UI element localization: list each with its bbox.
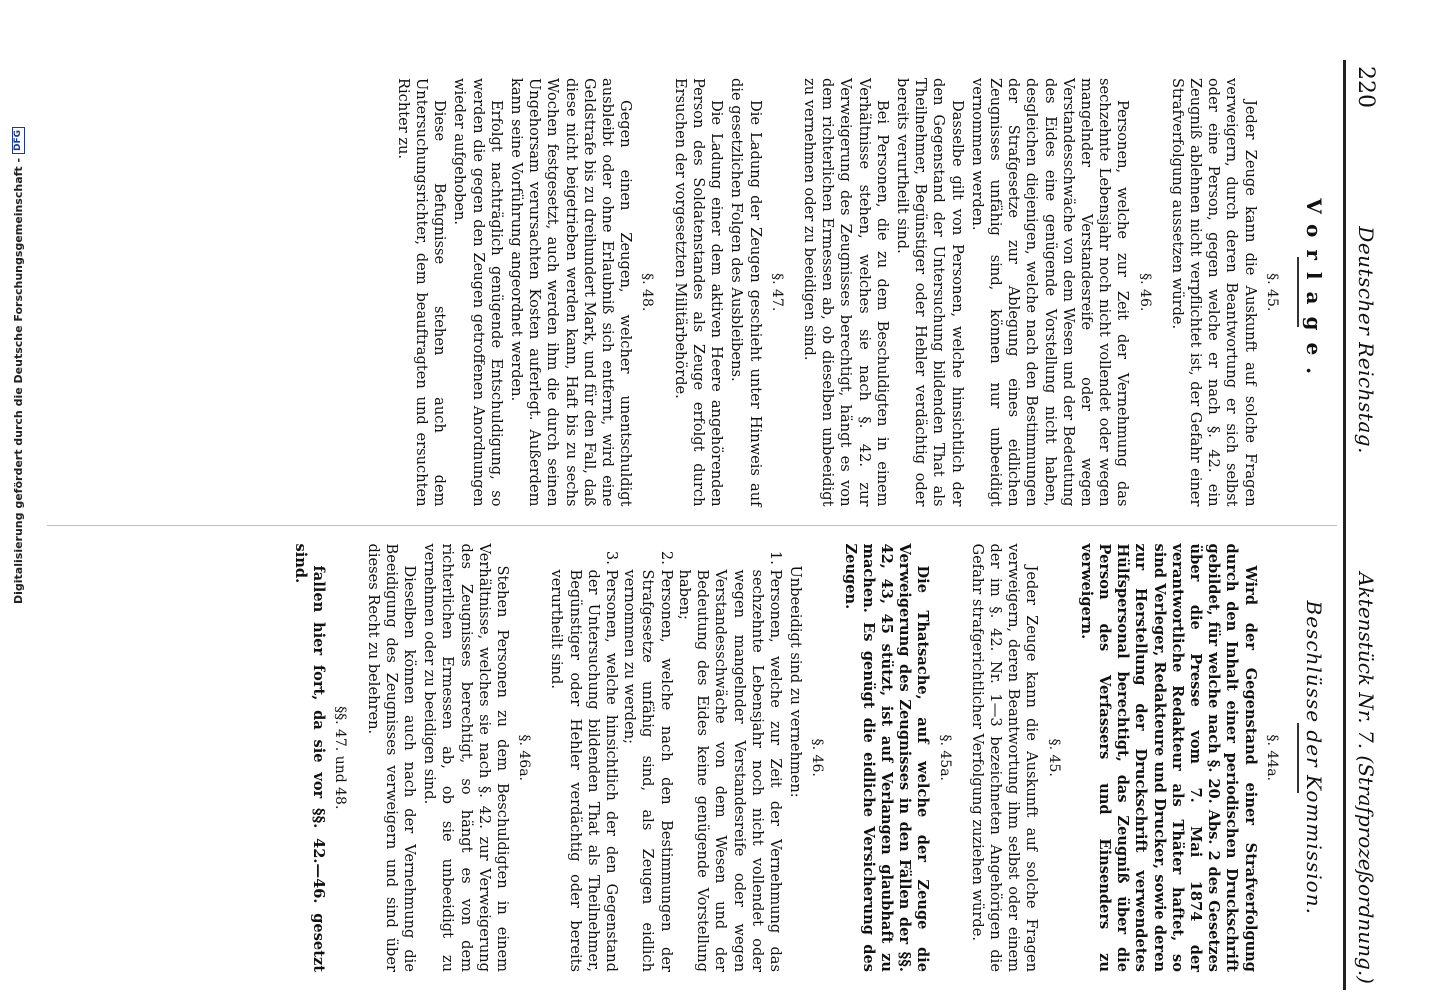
heading-rule — [1297, 257, 1299, 327]
section-title: §. 46. — [1136, 273, 1153, 312]
section-paragraph: Die Thatsache, auf welche der Zeuge die Verweigerung des Zeugnisses in den Fällen der §§. 42, 43, 45 stützt, ist auf Verlangen glaubhaft zu machen. Es genügt die eidliche Versicherung des Zeugen. — [841, 543, 932, 972]
heading-rule — [1297, 723, 1299, 793]
section-title: §§. 47. und 48. — [332, 706, 349, 810]
section-paragraph: Die Ladung einer dem aktiven Heere angehörenden Person des Soldatenstandes als Zeuge erfolgt durch Ersuchen der vorgesetzten Militärbehörde. — [671, 78, 726, 507]
section-title: §. 45a. — [936, 734, 953, 781]
digitization-footer — [12, 127, 25, 604]
document-page — [38, 60, 1378, 990]
section-title: §. 48. — [639, 273, 656, 312]
header-rule — [1343, 60, 1346, 990]
left-column — [47, 60, 1337, 525]
section-paragraph: Jeder Zeuge kann die Auskunft auf solche Fragen verweigern, durch deren Beantwortung er sich selbst oder eine Person, gegen welche er nach §. 42. ein Zeugniß ablehnen nicht verpflichtet ist, der Gefahr einer Strafverfolgung aussetzen würde. — [1168, 78, 1259, 507]
list-item: 3. Personen, welche hinsichtlich der den Gegenstand der Untersuchung bildenden That als Theilnehmer, Begünstiger oder Hehler verdächtig oder bereits verurtheilt sind. — [547, 570, 620, 973]
section-title: §. 45. — [1045, 738, 1062, 777]
section-paragraph: Die Ladung der Zeugen geschieht unter Hinweis auf die gesetzlichen Folgen des Ausbleibens. — [728, 78, 764, 507]
left-sections — [394, 78, 1281, 507]
section-paragraph: Gegen einen Zeugen, welcher unentschuldigt ausbleibt oder ohne Erlaubniß sich entfernt, wird eine Geldstrafe bis zu dreihundert Mark, und für den Fall, daß diese nicht beigetrieben werden kann, Haft bis zu sechs Wochen festgesetzt, auch werden ihm die durch seinen Ungehorsam verursachten Kosten auferlegt. Außerdem kann seine Vorführung angeordnet werden. — [508, 78, 635, 507]
section-title: §. 44a. — [1263, 734, 1280, 781]
section-title: §. 47. — [768, 273, 785, 312]
section-title: §. 46a. — [516, 734, 533, 781]
running-title: Deutscher Reichstag. — [1354, 226, 1378, 454]
right-column — [47, 525, 1337, 991]
section-paragraph: Erfolgt nachträglich genügende Entschuldigung, so werden die gegen den Zeugen getroffenen Anordnungen wieder aufgehoben. — [451, 78, 505, 507]
column-heading-vorlage: Vorlage. — [1302, 198, 1326, 387]
section-title: §. 45. — [1263, 273, 1280, 312]
page-number: 220 — [1353, 66, 1378, 108]
section-paragraph: Bei Personen, die zu dem Beschuldigten in einem Verhältnisse stehen, welches sie nach §. 42. zur Verweigerung des Zeugnisses berechtigt, hängt es von dem richterlichen Ermessen ab, ob dieselben unbeeidigt zu vernehmen oder zu beeidigen sind. — [800, 78, 891, 507]
column-heading-beschluesse: Beschlüsse der Kommission. — [1302, 600, 1326, 915]
list-item: 2. Personen, welche nach den Bestimmungen der Strafgesetze unfähig sind, als Zeugen eidlich vernommen zu werden; — [620, 570, 675, 973]
page-header — [1350, 60, 1378, 990]
section-paragraph: Wird der Gegenstand einer Strafverfolgung durch den Inhalt einer periodischen Druckschrift gebildet, für welche nach §. 20. Abs. 2 des Gesetzes über die Presse vom 7. Mai 1874 der verantwortliche Redakteur als Thäter haftet, so sind Verleger, Redakteure und Drucker, sowie deren zur Herstellung der Druckschrift verwendetes Hülfspersonal berechtigt, das Zeugniß über die Person des Verfassers und Einsenders zu verweigern. — [1077, 543, 1259, 972]
section-title: §. 46. — [809, 738, 826, 777]
numbered-list — [547, 544, 784, 973]
section-paragraph: Unbeeidigt sind zu vernehmen: — [787, 565, 805, 798]
section-paragraph: Personen, welche zur Zeit der Vernehmung das sechzehnte Lebensjahr noch nicht vollendet oder wegen mangelnder Verstandesreife oder wegen Verstandesschwäche von dem Wesen und der Bedeutung des Eides eine genügende Vorstellung nicht haben, desgleichen diejenigen, welche nach den Bestimmungen der Strafgesetze zur Ablegung eines eidlichen Zeugnisses unfähig sind, können nur unbeeidigt vernommen werden. — [968, 78, 1132, 507]
right-sections — [291, 544, 1281, 973]
list-item: 1. Personen, welche zur Zeit der Vernehmung das sechzehnte Lebensjahr noch nicht vollendet oder wegen mangelnder Verstandesreife oder wegen Verstandesschwäche von dem Wesen und der Bedeutung des Eides keine genügende Vorstellung haben; — [675, 570, 784, 973]
section-paragraph: Jeder Zeuge kann die Auskunft auf solche Fragen verweigern, deren Beantwortung ihm selbst oder einem der im §. 42. Nr. 1—3 bezeichneten Angehörigen die Gefahr strafgerichtlicher Verfolgung zuziehen würde. — [968, 543, 1041, 972]
section-paragraph: Diese Befugnisse stehen auch dem Untersuchungsrichter, dem beauftragten und ersuchten Richter zu. — [394, 78, 449, 507]
dfg-logo-icon: DFG — [12, 127, 25, 154]
footer-text: Digitalisierung gefördert durch die Deutsche Forschungsgemeinschaft - — [12, 157, 25, 604]
appendix-title: Aktenstück Nr. 7. (Strafprozeßordnung.) — [1354, 572, 1378, 984]
section-paragraph: Dieselben können auch nach der Vernehmung die Beeidigung des Zeugnisses verweigern und sind über dieses Recht zu belehren. — [364, 543, 419, 972]
section-paragraph: fallen hier fort, da sie vor §§. 42.—46. gesetzt sind. — [292, 543, 328, 972]
section-paragraph: Dasselbe gilt von Personen, welche hinsichtlich der den Gegenstand der Untersuchung bildenden That als Theilnehmer, Begünstiger oder Hehler verdächtig oder bereits verurtheilt sind. — [893, 78, 966, 507]
columns — [47, 60, 1337, 990]
section-paragraph: Stehen Personen zu dem Beschuldigten in einem Verhältnisse, welches sie nach §. 42. zur Verweigerung des Zeugnisses berechtigt, so hängt es von dem richterlichen Ermessen ab, ob sie unbeeidigt zu vernehmen oder zu beeidigen sind. — [421, 543, 512, 972]
